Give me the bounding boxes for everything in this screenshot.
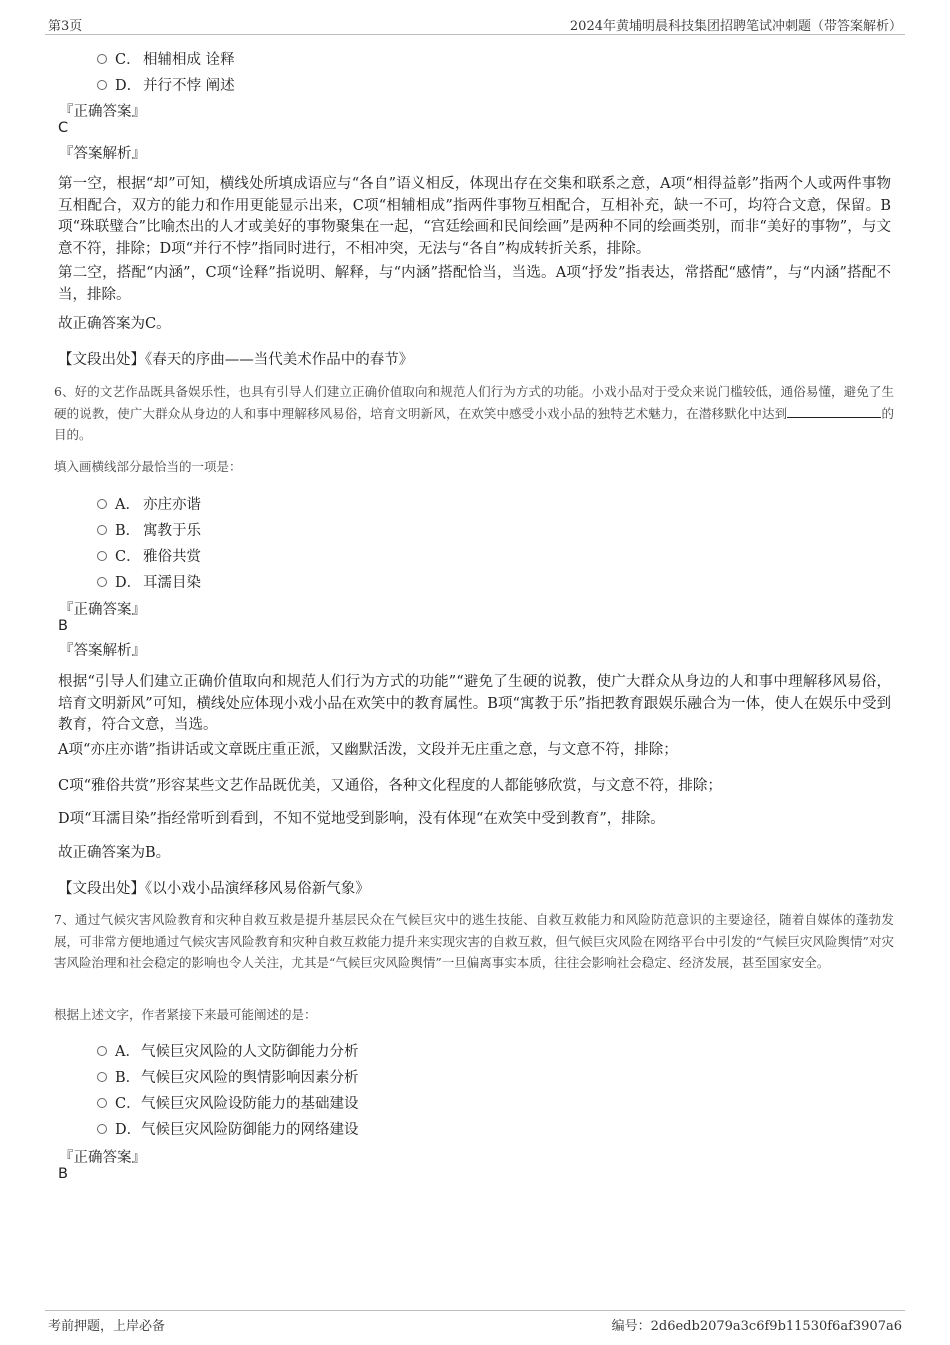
question-stem: 6、好的文艺作品既具备娱乐性，也具有引导人们建立正确价值取向和规范人们行为方式的功能。小戏小品对于受众来说门槛较低，通俗易懂，避免了生硬的说教，使广大群众从身边的人和事中理解移风易俗，培育文明新风，在欢笑中感受小戏小品的独特艺术魅力，在潜移默化中达到 的目的。: [54, 384, 894, 442]
analysis-paragraph: 根据“引导人们建立正确价值取向和规范人们行为方式的功能”“避免了生硬的说教，使广大群众从身边的人和事中理解移风易俗，培育文明新风”可知，横线处应体现小戏小品在欢笑中的教育属性。B项“寓教于乐”指把教育跟娱乐融合为一体，使人在娱乐中受到教育，符合文意，当选。: [58, 674, 891, 733]
option-b[interactable]: B． 寓教于乐: [97, 519, 201, 540]
analysis-conclusion: 故正确答案为C。: [58, 316, 171, 332]
answer-value: B: [58, 618, 68, 634]
radio-icon[interactable]: [97, 577, 107, 587]
question-stem: 7、通过气候灾害风险教育和灾种自救互救是提升基层民众在气候巨灾中的逃生技能、自救互救能力和风险防范意识的主要途径，随着自媒体的蓬勃发展，可非常方便地通过气候灾害风险教育和灾种自救互救能力提升来实现灾害的自救互救，但气候巨灾风险在网络平台中引发的“气候巨灾风险舆情”对灾害风险治理和社会稳定的影响也令人关注，尤其是“气候巨灾风险舆情”一旦偏离事实本质，往往会影响社会稳定、经济发展，甚至国家安全。: [54, 912, 894, 970]
source-citation: 【文段出处】《春天的序曲——当代美术作品中的春节》: [58, 352, 414, 368]
document-id: 编号：2d6edb2079a3c6f9b11530f6af3907a6: [611, 1319, 902, 1334]
option-d[interactable]: D． 并行不悖 阐述: [97, 74, 235, 95]
option-d[interactable]: D．气候巨灾风险防御能力的网络建设: [97, 1118, 359, 1139]
radio-icon[interactable]: [97, 551, 107, 561]
analysis-label: 『答案解析』: [59, 643, 146, 659]
option-a[interactable]: A． 亦庄亦谐: [97, 493, 201, 514]
analysis-paragraph: 第二空，搭配“内涵”，C项“诠释”指说明、解释，与“内涵”搭配恰当，当选。A项“抒发”指表达，常搭配“感情”，与“内涵”搭配不当，排除。: [58, 265, 891, 303]
question-instruction: 根据上述文字，作者紧接下来最可能阐述的是：: [54, 1007, 317, 1022]
radio-icon[interactable]: [97, 1124, 107, 1134]
page-number: 第3页: [48, 19, 83, 34]
analysis-conclusion: 故正确答案为B。: [58, 845, 171, 861]
document-title: 2024年黄埔明晨科技集团招聘笔试冲刺题（带答案解析）: [569, 19, 902, 34]
analysis-label: 『答案解析』: [59, 146, 146, 162]
option-c[interactable]: C． 相辅相成 诠释: [97, 48, 235, 69]
analysis-paragraph: 第一空，根据“却”可知，横线处所填成语应与“各自”语义相反，体现出存在交集和联系之意，A项“相得益彰”指两个人或两件事物互相配合，双方的能力和作用更能显示出来，C项“相辅相成”指两件事物互相配合，互相补充，缺一不可，均符合文意，保留。B项“珠联璧合”比喻杰出的人才或美好的事物聚集在一起，“宫廷绘画和民间绘画”是两种不同的绘画类别，而非“美好的事物”，与文意不符，排除；D项“并行不悖”指同时进行，不相冲突，无法与“各自”构成转折关系，排除。: [58, 176, 891, 257]
answer-label: 『正确答案』: [59, 104, 146, 120]
analysis-paragraph: C项“雅俗共赏”形容某些文艺作品既优美，又通俗，各种文化程度的人都能够欣赏，与文意不符，排除；: [58, 778, 722, 794]
option-b[interactable]: B．气候巨灾风险的舆情影响因素分析: [97, 1066, 359, 1087]
option-c[interactable]: C． 雅俗共赏: [97, 545, 201, 566]
option-c[interactable]: C．气候巨灾风险设防能力的基础建设: [97, 1092, 359, 1113]
option-a[interactable]: A．气候巨灾风险的人文防御能力分析: [97, 1040, 359, 1061]
radio-icon[interactable]: [97, 1046, 107, 1056]
analysis-paragraph: D项“耳濡目染”指经常听到看到，不知不觉地受到影响，没有体现“在欢笑中受到教育”，排除。: [58, 811, 665, 827]
analysis-paragraph: A项“亦庄亦谐”指讲话或文章既庄重正派，又幽默活泼，文段并无庄重之意，与文意不符，排除；: [58, 742, 678, 758]
page-header: [45, 12, 905, 35]
radio-icon[interactable]: [97, 80, 107, 90]
source-citation: 【文段出处】《以小戏小品演绎移风易俗新气象》: [58, 881, 370, 897]
answer-value: C: [58, 120, 69, 136]
fill-blank: [787, 405, 881, 418]
answer-label: 『正确答案』: [59, 1150, 146, 1166]
page-footer: [45, 1310, 905, 1337]
footer-slogan: 考前押题，上岸必备: [48, 1319, 166, 1334]
radio-icon[interactable]: [97, 525, 107, 535]
radio-icon[interactable]: [97, 1072, 107, 1082]
answer-label: 『正确答案』: [59, 602, 146, 618]
radio-icon[interactable]: [97, 499, 107, 509]
option-d[interactable]: D． 耳濡目染: [97, 571, 201, 592]
radio-icon[interactable]: [97, 1098, 107, 1108]
answer-value: B: [58, 1166, 68, 1182]
radio-icon[interactable]: [97, 54, 107, 64]
question-instruction: 填入画横线部分最恰当的一项是：: [54, 459, 242, 474]
